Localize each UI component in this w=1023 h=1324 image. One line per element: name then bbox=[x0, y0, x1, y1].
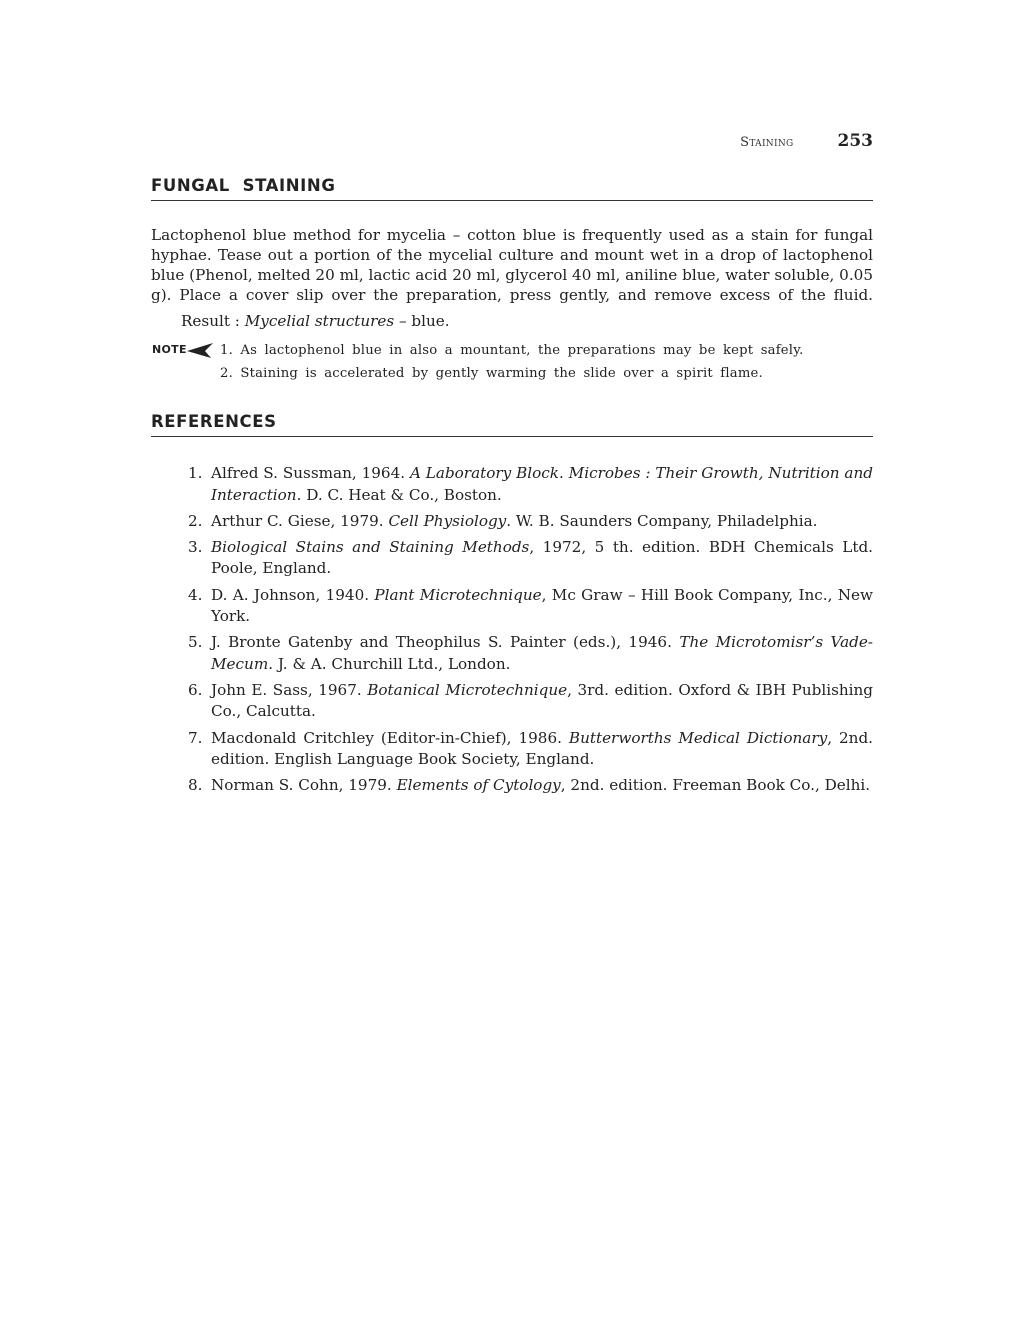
section-heading-fungal-staining: FUNGAL STAINING bbox=[151, 176, 873, 201]
reference-list bbox=[188, 463, 873, 802]
reference-publisher: . D. C. Heat & Co., Boston. bbox=[296, 485, 502, 504]
reference-publisher: , 2nd. edition. English Language Book Society, England. bbox=[211, 728, 873, 769]
reference-publisher: . W. B. Saunders Company, Philadelphia. bbox=[506, 511, 818, 530]
note-tag bbox=[151, 342, 215, 358]
reference-item bbox=[188, 463, 873, 506]
body-paragraph: Lactophenol blue method for mycelia – cotton blue is frequently used as a stain for fungal hyphae. Tease out a portion of the mycelial culture and mount wet in a drop of lactophenol blue (Phenol, melted 20 ml, lactic acid 20 ml, glycerol 40 ml, aniline blue, water soluble, 0.05 g). Place a cover slip over the preparation, press gently, and remove excess of the fluid. bbox=[151, 226, 873, 304]
reference-title: A Laboratory Block. Microbes : Their Growth, Nutrition and Interaction bbox=[211, 464, 873, 504]
reference-title: Botanical Microtechnique bbox=[367, 680, 568, 699]
result-structure: Mycelial structures bbox=[244, 312, 395, 330]
note-label: NOTE bbox=[152, 343, 187, 356]
reference-title: Plant Microtechnique bbox=[374, 585, 542, 604]
running-head bbox=[740, 131, 873, 155]
reference-title: Cell Physiology bbox=[388, 511, 507, 530]
reference-number: 2. bbox=[188, 511, 203, 530]
reference-title: Elements of Cytology bbox=[396, 776, 561, 795]
page-number: 253 bbox=[837, 131, 873, 151]
reference-title: The Microtomisr’s Vade-Mecum bbox=[211, 633, 874, 673]
reference-item bbox=[188, 775, 873, 797]
note-item: 2. Staining is accelerated by gently warming the slide over a spirit flame. bbox=[220, 366, 763, 381]
reference-number: 7. bbox=[188, 728, 203, 747]
reference-number: 6. bbox=[188, 680, 203, 699]
reference-item bbox=[188, 728, 873, 771]
reference-title: Biological Stains and Staining Methods bbox=[211, 537, 530, 556]
reference-publisher: , 2nd. edition. Freeman Book Co., Delhi. bbox=[560, 776, 871, 795]
result-label: Result : bbox=[181, 312, 245, 330]
reference-item bbox=[188, 537, 873, 580]
reference-text bbox=[211, 632, 873, 675]
reference-authors: Macdonald Critchley (Editor-in-Chief), 1986. bbox=[211, 728, 569, 747]
reference-number: 1. bbox=[188, 464, 203, 482]
reference-text bbox=[211, 775, 873, 797]
note-arrow-icon bbox=[187, 342, 215, 358]
running-head-section: Staining bbox=[740, 135, 794, 150]
reference-text bbox=[211, 511, 873, 533]
reference-publisher: , Mc Graw – Hill Book Company, Inc., New York. bbox=[211, 585, 874, 626]
reference-number: 8. bbox=[188, 776, 203, 795]
reference-item bbox=[188, 680, 873, 723]
note-list bbox=[220, 341, 804, 387]
reference-publisher: , 3rd. edition. Oxford & IBH Publishing Co., Calcutta. bbox=[211, 680, 874, 721]
reference-authors: D. A. Johnson, 1940. bbox=[211, 585, 375, 604]
reference-number: 4. bbox=[188, 585, 203, 604]
reference-authors: Arthur C. Giese, 1979. bbox=[211, 511, 389, 530]
reference-item bbox=[188, 511, 873, 533]
reference-authors: John E. Sass, 1967. bbox=[211, 680, 368, 699]
reference-text bbox=[211, 680, 873, 723]
reference-text bbox=[211, 728, 873, 771]
reference-item bbox=[188, 632, 873, 675]
reference-number: 3. bbox=[188, 537, 203, 556]
reference-authors: Alfred S. Sussman, 1964. bbox=[211, 464, 410, 482]
note-item: 1. As lactophenol blue in also a mountant, the preparations may be kept safely. bbox=[220, 343, 804, 358]
reference-authors: J. Bronte Gatenby and Theophilus S. Painter (eds.), 1946. bbox=[211, 633, 680, 652]
reference-text bbox=[211, 537, 873, 580]
reference-number: 5. bbox=[188, 633, 203, 652]
section-heading-references: REFERENCES bbox=[151, 412, 873, 437]
reference-text bbox=[211, 463, 873, 506]
reference-publisher: . J. & A. Churchill Ltd., London. bbox=[268, 654, 511, 673]
reference-item bbox=[188, 585, 873, 628]
reference-title: Butterworths Medical Dictionary bbox=[568, 728, 828, 747]
reference-publisher: , 1972, 5 th. edition. BDH Chemicals Ltd. Poole, England. bbox=[211, 537, 873, 578]
reference-authors: Norman S. Cohn, 1979. bbox=[211, 776, 397, 795]
reference-text bbox=[211, 585, 873, 628]
result-value: – blue. bbox=[394, 312, 450, 330]
result-line bbox=[181, 310, 450, 332]
